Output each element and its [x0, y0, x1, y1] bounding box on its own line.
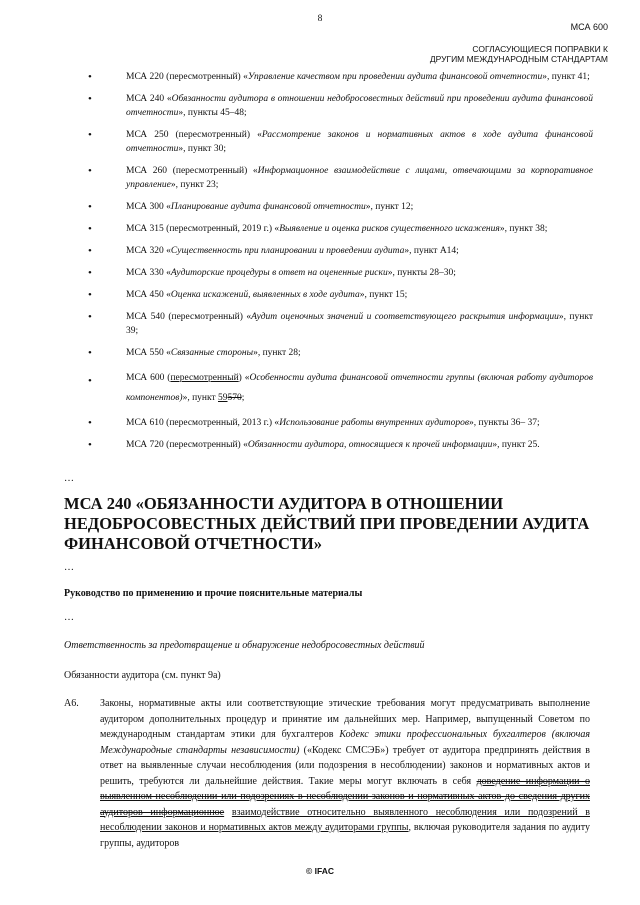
ellipsis: …	[64, 612, 74, 623]
list-item: • МСА 240 «Обязанности аудитора в отношении недобросовестных действий при проведении аудита финансовой отчетности», пункты 45–48;	[88, 93, 593, 118]
bullet-icon: •	[88, 289, 92, 301]
italic-heading: Ответственность за предотвращение и обнаружение недобросовестных действий	[64, 640, 425, 651]
section-title: МСА 240 «ОБЯЗАННОСТИ АУДИТОРА В ОТНОШЕНИИ НЕДОБРОСОВЕСТНЫХ ДЕЙСТВИЙ ПРИ ПРОВЕДЕНИИ АУДИТА ФИНАНСОВОЙ ОТЧЕТНОСТИ»	[64, 494, 590, 553]
bullet-icon: •	[88, 201, 92, 213]
list-item: • МСА 220 (пересмотренный) «Управление качеством при проведении аудита финансовой отчетности», пункт 41;	[88, 71, 590, 83]
ellipsis: …	[64, 562, 74, 573]
bullet-icon: •	[88, 223, 92, 235]
list-item-isa-600: • МСА 600 (пересмотренный) «Особенности аудита финансовой отчетности группы (включая работу аудиторов компонентов)», пункт 59570;	[88, 373, 593, 403]
list-item: • МСА 330 «Аудиторские процедуры в ответ на оцененные риски», пункты 28–30;	[88, 267, 456, 279]
paragraph-label: A6.	[64, 698, 79, 709]
paragraph-text: Законы, нормативные акты или соответствующие этические требования могут предусматривать выполнение аудитором дополнительных процедур и принятие им дальнейших мер. Например, выпущенный Советом по международным стандартам этики для бухгалтеров Кодекс этики профессиональных бухгалтеров (включая Международные стандарты независимости) («Кодекс СМСЭБ») требует от аудитора предпринять действия в ответ на выявленные случаи несоблюдения (или подозрения в несоблюдении) законов и нормативных актов и решить, требуются ли дальнейшие действия. Такие меры могут включать в себя доведение информации о выявленном несоблюдении или подозрениях в несоблюдении законов и нормативных актов до сведения других аудиторов информационное взаимодействие относительно выявленного несоблюдения или подозрений в несоблюдении законов и нормативных актов между аудиторами группы, включая руководителя задания по аудиту группы, аудиторов	[100, 698, 591, 849]
deleted-text: доведение информации о выявленном несоблюдении или подозрениях в несоблюдении законов и нормативных актов до сведения других аудиторов информационное	[100, 775, 590, 818]
bullet-icon: •	[88, 311, 92, 323]
bullet-icon: •	[88, 93, 92, 105]
list-item: • МСА 260 (пересмотренный) «Информационное взаимодействие с лицами, отвечающими за корпоративное управление», пункт 23;	[88, 165, 593, 190]
list-item: • МСА 540 (пересмотренный) «Аудит оценочных значений и соответствующего раскрытия информации», пункт 39;	[88, 311, 593, 336]
list-item: • МСА 315 (пересмотренный, 2019 г.) «Выявление и оценка рисков существенного искажения», пункт 38;	[88, 223, 548, 235]
plain-heading: Обязанности аудитора (см. пункт 9а)	[64, 670, 221, 681]
inserted-text: взаимодействие относительно выявленного несоблюдения или подозрений в несоблюдении законов и нормативных актов между аудиторами группы	[100, 806, 590, 833]
bullet-icon: •	[88, 267, 92, 279]
bullet-icon: •	[88, 129, 92, 141]
bullet-icon: •	[88, 245, 92, 257]
deleted-number: 570	[227, 393, 242, 403]
guidance-heading: Руководство по применению и прочие пояснительные материалы	[64, 588, 363, 599]
doc-subtitle-line2: ДРУГИМ МЕЖДУНАРОДНЫМ СТАНДАРТАМ	[429, 54, 608, 64]
list-item: • МСА 450 «Оценка искажений, выявленных в ходе аудита», пункт 15;	[88, 289, 408, 301]
paragraph-a6	[64, 696, 590, 851]
bullet-icon: •	[88, 439, 92, 451]
bullet-icon: •	[88, 375, 92, 387]
footer-copyright: © IFAC	[306, 866, 334, 876]
inserted-number: 59	[218, 393, 228, 403]
standards-list	[88, 70, 593, 460]
doc-subtitle	[430, 44, 608, 64]
list-item: • МСА 720 (пересмотренный) «Обязанности аудитора, относящиеся к прочей информации», пункт 25.	[88, 439, 540, 451]
list-item: • МСА 300 «Планирование аудита финансовой отчетности», пункт 12;	[88, 201, 414, 213]
list-item: • МСА 610 (пересмотренный, 2013 г.) «Использование работы внутренних аудиторов», пункты 36– 37;	[88, 417, 540, 429]
list-item: • МСА 550 «Связанные стороны», пункт 28;	[88, 347, 301, 359]
inserted-text: пересмотренный	[170, 373, 239, 383]
list-item: • МСА 320 «Существенность при планировании и проведении аудита», пункт A14;	[88, 245, 459, 257]
bullet-icon: •	[88, 347, 92, 359]
doc-code: МСА 600	[570, 22, 608, 32]
page-number: 8	[317, 14, 323, 24]
bullet-icon: •	[88, 165, 92, 177]
doc-subtitle-line1: СОГЛАСУЮЩИЕСЯ ПОПРАВКИ К	[472, 44, 608, 54]
bullet-icon: •	[88, 417, 92, 429]
bullet-icon: •	[88, 71, 92, 83]
ellipsis: …	[64, 473, 74, 484]
list-item: • МСА 250 (пересмотренный) «Рассмотрение законов и нормативных актов в ходе аудита финансовой отчетности», пункт 30;	[88, 129, 593, 154]
